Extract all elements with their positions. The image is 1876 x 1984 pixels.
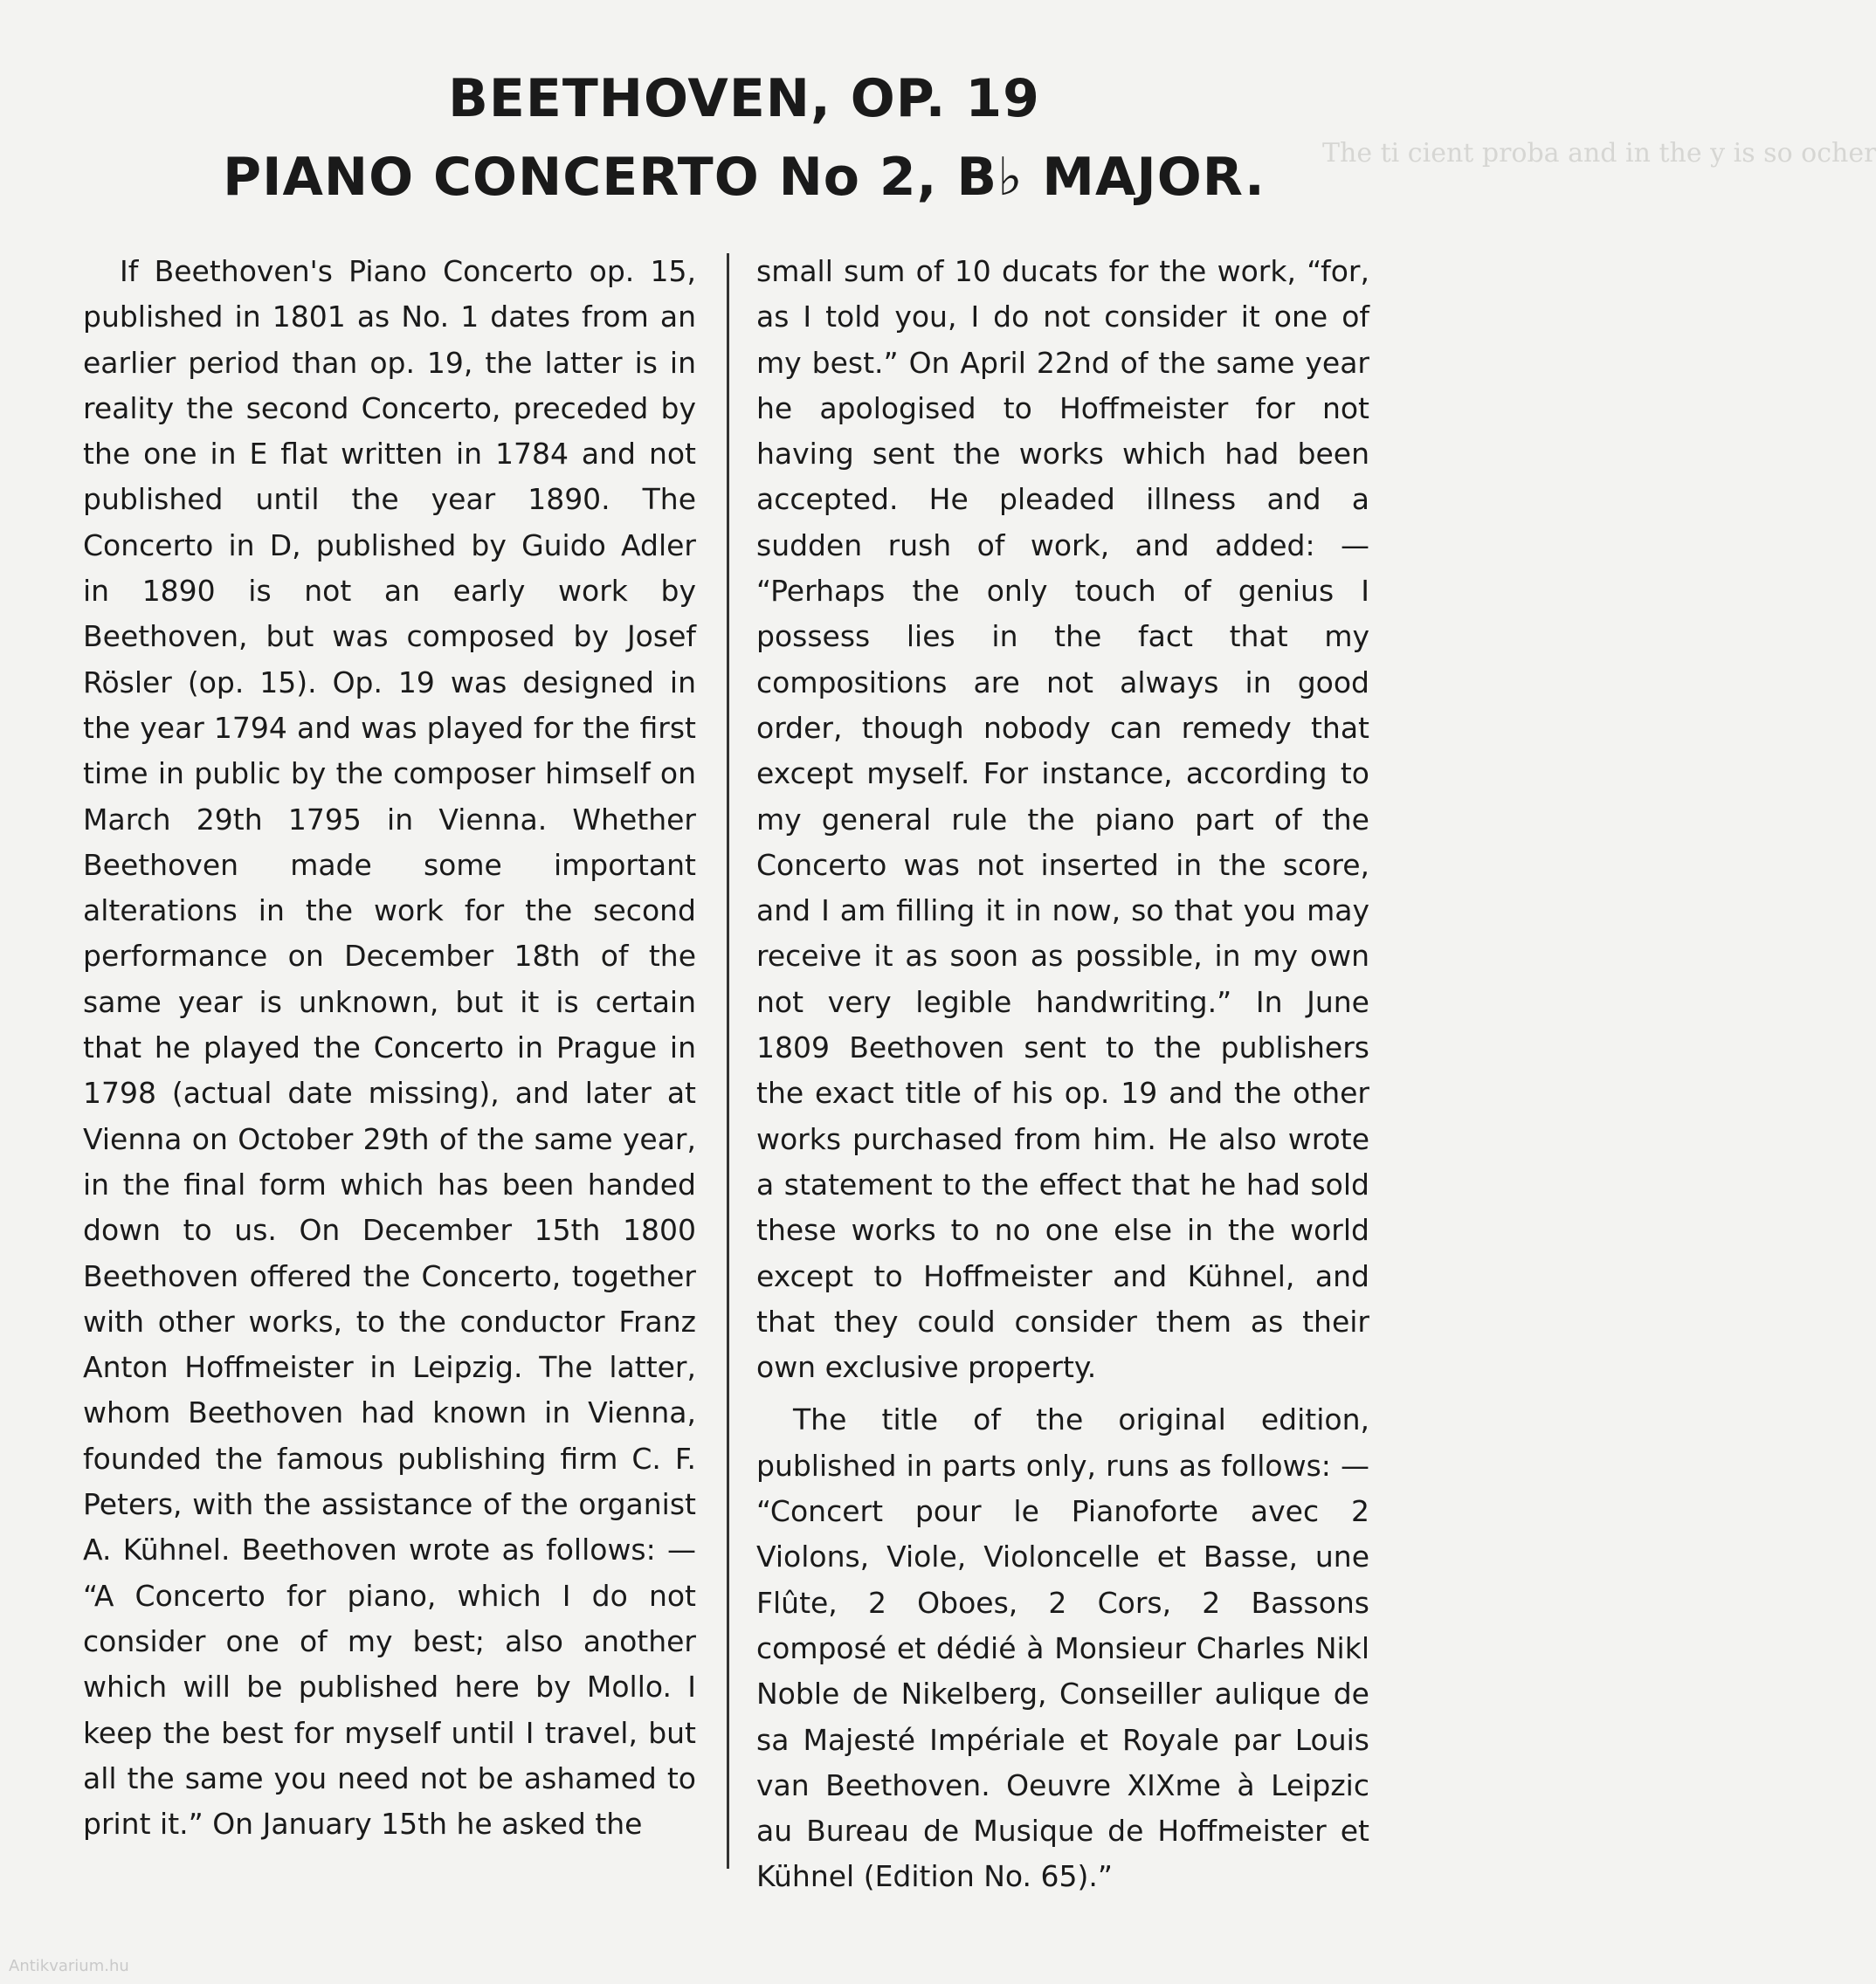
right-column-paragraph-2: The title of the original edition, published in parts only, runs as follows: — “Concert pour le Pianoforte avec 2 Violons, Viole, Violoncelle et Basse, une Flûte, 2 Oboes, 2 Cors, 2 Bassons composé et dédié à Monsieur Charles Nikl Noble de Nikelberg, Conseiller aulique de sa Majesté Impériale et Royale par Louis van Beethoven. Oeuvre XIXme à Leipzic au Bureau de Musique de Hoffmeister et Kühnel (Edition No. 65).”: [756, 1402, 1369, 1894]
page-title: [0, 59, 1488, 217]
right-column-paragraph-1: small sum of 10 ducats for the work, “for, as I told you, I do not consider it one of my best.” On April 22nd of the same year he apologised to Hoffmeister for not having sent the works which had been accepted. He pleaded illness and a sudden rush of work, and added: — “Perhaps the only touch of genius I possess lies in the fact that my compositions are not always in good order, though nobody can remedy that except myself. For instance, according to my general rule the piano part of the Concerto was not inserted in the score, and I am filling it in now, so that you may receive it as soon as possible, in my own not very legible handwriting.” In June 1809 Beethoven sent to the publishers the exact title of his op. 19 and the other works purchased from him. He also wrote a statement to the effect that he had sold these works to no one else in the world except to Hoffmeister and Kühnel, and that they could consider them as their own exclusive property.: [756, 254, 1369, 1385]
bleed-through-text: The ti cient proba and in the y is so ocher: [1322, 138, 1876, 169]
left-column: [83, 249, 696, 1847]
right-column: [756, 249, 1369, 1900]
left-column-paragraph: If Beethoven's Piano Concerto op. 15, published in 1801 as No. 1 dates from an earlier period than op. 19, the latter is in reality the second Concerto, preceded by the one in E flat written in 1784 and not published until the year 1890. The Concerto in D, published by Guido Adler in 1890 is not an early work by Beethoven, but was composed by Josef Rösler (op. 15). Op. 19 was designed in the year 1794 and was played for the first time in public by the composer himself on March 29th 1795 in Vienna. Whether Beethoven made some important alterations in the work for the second performance on December 18th of the same year is unknown, but it is certain that he played the Concerto in Prague in 1798 (actual date missing), and later at Vienna on October 29th of the same year, in the final form which has been handed down to us. On December 15th 1800 Beethoven offered the Concerto, together with other works, to the conductor Franz Anton Hoffmeister in Leipzig. The latter, whom Beethoven had known in Vienna, founded the famous publishing firm C. F. Peters, with the assistance of the organist A. Kühnel. Beethoven wrote as follows: — “A Concerto for piano, which I do not consider one of my best; also another which will be published here by Mollo. I keep the best for myself until I travel, but all the same you need not be ashamed to print it.” On January 15th he asked the: [83, 254, 696, 1842]
watermark: Antikvarium.hu: [9, 1957, 129, 1975]
title-line-1: BEETHOVEN, OP. 19: [448, 68, 1040, 129]
column-divider: [727, 253, 729, 1869]
title-line-2: PIANO CONCERTO No 2, B♭ MAJOR.: [223, 147, 1266, 208]
